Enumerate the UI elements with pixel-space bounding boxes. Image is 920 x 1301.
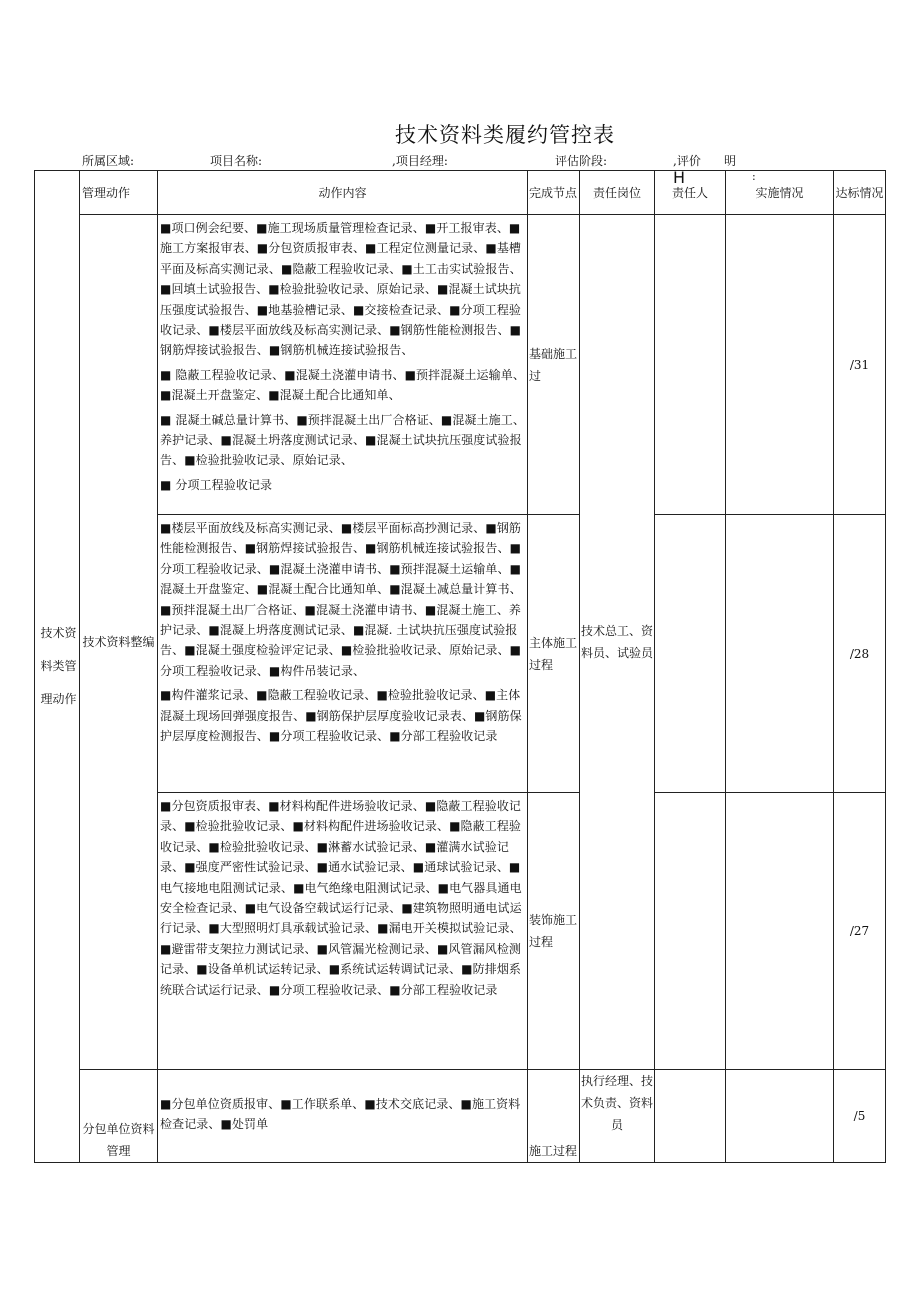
page-title: 技术资料类履约管控表 [395,123,615,147]
person-cell [655,1070,726,1163]
note-label: 明 [724,154,737,168]
content-paragraph: ■分包单位资质报审、■工作联系单、■技术交底记录、■施工资料检查记录、■处罚单 [160,1097,521,1132]
person-cell [655,515,726,793]
score-cell: /31 [834,215,886,515]
node-cell: 基础施工过 [528,215,580,515]
colon-mark: : [752,170,756,183]
content-paragraph: ■构件灌浆记录、■隐蔽工程验收记录、■检验批验收记录、■主体混凝土现场回弹强度报告、■钢筋保护层厚度验收记录表、■钢筋保护层厚度检测报告、■分项工程验收记录、■分部工程验收记录 [160,688,522,744]
header-score: 达标情况 [834,171,886,215]
content-cell [158,793,528,1070]
header-action: 管理动作 [80,171,158,215]
header-node: 完成节点 [528,171,580,215]
header-post: 责任岗位 [580,171,655,215]
content-paragraph: ■楼层平面放线及标高实测记录、■楼层平面标高抄测记录、■钢筋性能检测报告、■钢筋焊接试验报告、■钢筋机械连接试验报告、■分项工程验收记录、■混凝土浇灌申请书、■预拌混凝土运输单、■混凝土开盘鉴定、■混凝土配合比通知单、■混凝土减总量计算书、■预拌混凝土出厂合格证、■混凝土浇灌申请书、■混凝土施工、养护记录、■混凝上坍落度测试记录、■混凝. 土试块抗压强度试验报告、■混凝土强度检验评定记录、■检验批验收记录、原始记录、■分项工程验收记录、■构件吊装记录、 [160,521,522,678]
status-cell [726,1070,834,1163]
content-paragraph: ■ 分项工程验收记录 [160,477,273,492]
header-person: 责任人 [655,171,726,215]
manager-label: ,项目经理: [392,154,448,168]
content-cell [158,215,528,515]
category-cell: 技术资料类管理动作 [35,171,80,1163]
person-cell [655,215,726,515]
post-cell: 技术总工、资料员、试验员 [580,215,655,1070]
content-paragraph: ■ 隐蔽工程验收记录、■混凝土浇灌申请书、■预拌混凝土运输单、■混凝土开盘鉴定、■混凝土配合比通知单、 [160,367,525,403]
content-cell [158,515,528,793]
table-row [35,515,886,793]
post-cell: 执行经理、技术负责、资料员 [580,1070,655,1163]
score-cell: /28 [834,515,886,793]
score-cell: /5 [834,1070,886,1163]
content-paragraph: ■ 混凝土碱总量计算书、■预拌混凝土出厂合格证、■混凝土施工、养护记录、■混凝土坍落度测试记录、■混凝土试块抗压强度试验报告、■检验批验收记录、原始记录、 [160,412,525,468]
control-table [34,170,886,1163]
table-row [35,215,886,515]
status-cell [726,215,834,515]
stage-label: 评估阶段: [555,154,608,168]
status-cell [726,515,834,793]
score-cell: /27 [834,793,886,1070]
region-label: 所属区域: [82,154,135,168]
header-row [35,171,886,215]
h-mark: H [673,168,686,187]
person-cell [655,793,726,1070]
content-paragraph: ■项口例会纪要、■施工现场质量管理检查记录、■开工报审表、■施工方案报审表、■分包资质报审表、■工程定位测量记录、■基槽平面及标高实测记录、■隐蔽工程验收记录、■土工击实试验报告、■回填土试验报告、■检验批验收记录、原始记录、■混凝土试块抗压强度试验报告、■地基验槽记录、■交接检查记录、■分项工程验收记录、■楼层平面放线及标高实测记录、■钢筋性能检测报告、■钢筋焊接试验报告、■钢筋机械连接试验报告、 [160,221,522,358]
action-cell: 分包单位资料管理 [80,1070,158,1163]
node-cell: 主体施工过程 [528,515,580,793]
status-cell [726,793,834,1070]
evaluator-label: ,评价 [673,154,701,168]
header-status: 实施情况 [726,171,834,215]
action-cell: 技术资料整编 [80,215,158,1070]
content-paragraph: ■分包资质报审表、■材料构配件进场验收记录、■隐蔽工程验收记录、■检验批验收记录、■材料构配件进场验收记录、■隐蔽工程验收记录、■检验批验收记录、■淋蓄水试验记录、■灌满水试验记录、■强度严密性试验记录、■通水试验记录、■通球试验记录、■电气接地电阻测试记录、■电气绝缘电阻测试记录、■电气器具通电安全检查记录、■电气设备空载试运行记录、■建筑物照明通电试运行记录、■大型照明灯具承载试验记录、■漏电开关模拟试验记录、■避雷带支架拉力测试记录、■风管漏光检测记录、■风管漏风检测记录、■设备单机试运转记录、■系统试运转调试记录、■防排烟系统联合试运行记录、■分项工程验收记录、■分部工程验收记录 [160,799,522,997]
project-label: 项目名称: [210,154,263,168]
node-cell: 施工过程 [528,1070,580,1163]
node-cell: 装饰施工过程 [528,793,580,1070]
header-content: 动作内容 [158,171,528,215]
table-row [35,793,886,1070]
content-cell [158,1070,528,1163]
table-row [35,1070,886,1163]
